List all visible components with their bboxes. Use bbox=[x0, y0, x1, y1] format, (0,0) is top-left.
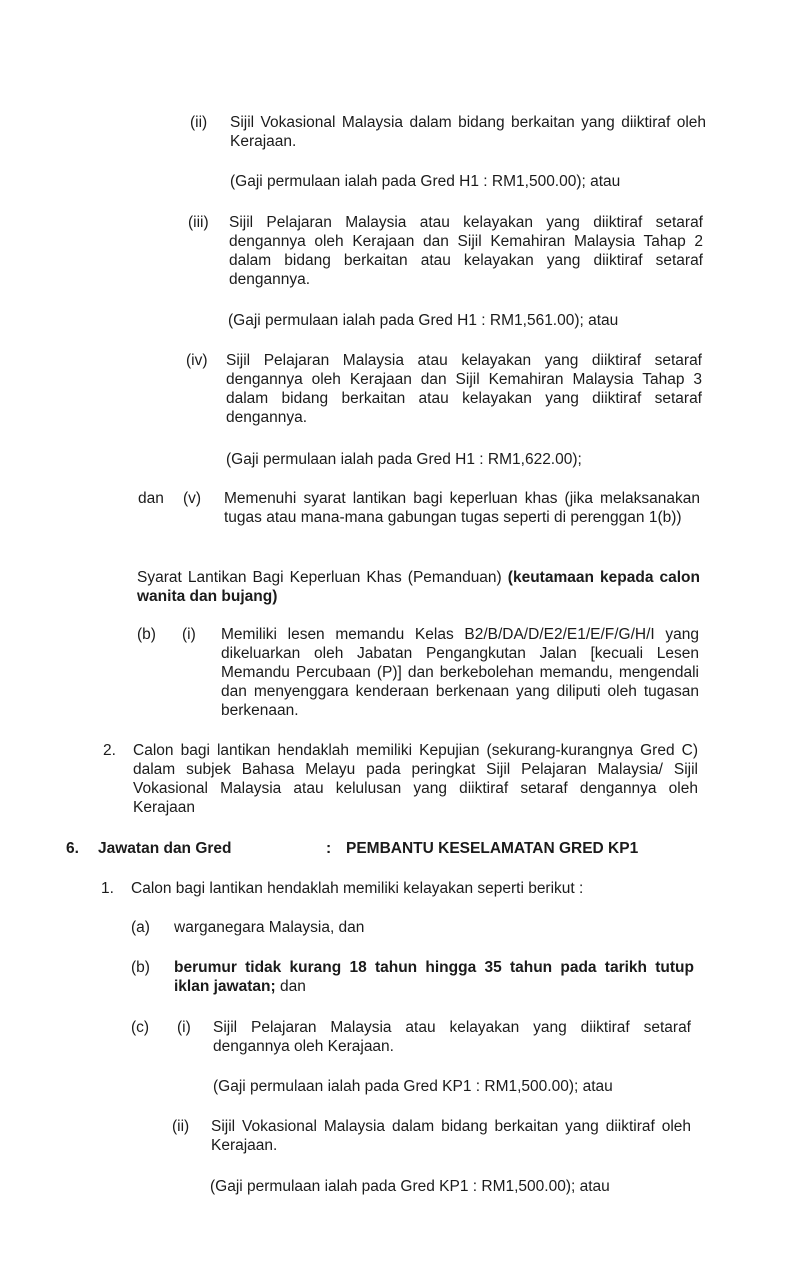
s6-item-b-normal: dan bbox=[275, 978, 306, 995]
item-v-prefix: dan bbox=[138, 490, 164, 507]
item-iii-label: (iii) bbox=[188, 214, 209, 231]
s6-item-b-bold: berumur tidak kurang 18 tahun hingga 35 tahun pada tarikh tutup iklan jawatan; bbox=[174, 959, 694, 995]
item-iv-salary: (Gaji permulaan ialah pada Gred H1 : RM1,622.00); bbox=[226, 451, 582, 468]
s6-item-a-text: warganegara Malaysia, dan bbox=[174, 919, 365, 936]
s6-item-a-label: (a) bbox=[131, 919, 150, 936]
s6-item-1-label: 1. bbox=[101, 880, 114, 897]
item-ii-label: (ii) bbox=[190, 114, 208, 131]
item-b-i-label: (i) bbox=[182, 626, 196, 643]
s6-item-c-i-text: Sijil Pelajaran Malaysia atau kelayakan yang diiktiraf setaraf dengannya oleh Kerajaan. bbox=[213, 1019, 691, 1055]
section-6-colon: : bbox=[326, 840, 332, 857]
s6-item-c-ii-text: Sijil Vokasional Malaysia dalam bidang berkaitan yang diiktiraf oleh Kerajaan. bbox=[211, 1118, 691, 1154]
s6-item-c-ii-salary: (Gaji permulaan ialah pada Gred KP1 : RM1,500.00); atau bbox=[210, 1178, 610, 1195]
s6-item-c-ii-label: (ii) bbox=[172, 1118, 190, 1135]
item-v-label: (v) bbox=[183, 490, 202, 507]
item-iv-text: Sijil Pelajaran Malaysia atau kelayakan yang diiktiraf setaraf dengannya oleh Kerajaan dan Sijil Kemahiran Malaysia Tahap 3 dalam bidang berkaitan atau kelayakan yang diiktiraf setaraf dengannya. bbox=[226, 352, 702, 426]
s6-item-c-i-label: (i) bbox=[177, 1019, 191, 1036]
item-b-label: (b) bbox=[137, 626, 156, 643]
item-iii-salary: (Gaji permulaan ialah pada Gred H1 : RM1,561.00); atau bbox=[228, 312, 619, 329]
section-6-label: Jawatan dan Gred bbox=[98, 840, 232, 857]
s6-item-c-label: (c) bbox=[131, 1019, 150, 1036]
item-ii-text: Sijil Vokasional Malaysia dalam bidang berkaitan yang diiktiraf oleh Kerajaan. bbox=[230, 114, 706, 150]
s6-item-c-i-salary: (Gaji permulaan ialah pada Gred KP1 : RM1,500.00); atau bbox=[213, 1078, 613, 1095]
item-iv-label: (iv) bbox=[186, 352, 208, 369]
section-6-number: 6. bbox=[66, 840, 79, 857]
special-heading-bold: (keutamaan kepada calon wanita dan bujang) bbox=[137, 569, 700, 605]
s6-item-b-text bbox=[174, 958, 694, 996]
section-6-value: PEMBANTU KESELAMATAN GRED KP1 bbox=[346, 840, 639, 857]
item-v-text: Memenuhi syarat lantikan bagi keperluan khas (jika melaksanakan tugas atau mana-mana gabungan tugas seperti di perenggan 1(b)) bbox=[224, 490, 700, 526]
item-2-text: Calon bagi lantikan hendaklah memiliki Kepujian (sekurang-kurangnya Gred C) dalam subjek Bahasa Melayu pada peringkat Sijil Pelajaran Malaysia/ Sijil Vokasional Malaysia atau kelulusan yang diiktiraf setaraf dengannya oleh Kerajaan bbox=[133, 742, 698, 816]
item-2-label: 2. bbox=[103, 742, 116, 759]
item-b-i-text: Memiliki lesen memandu Kelas B2/B/DA/D/E2/E1/E/F/G/H/I yang dikeluarkan oleh Jabatan Pengangkutan Jalan [kecuali Lesen Memandu Percubaan (P)] dan berkebolehan memandu, mengendali dan menyenggara kenderaan berkenaan yang diliputi oleh tugasan berkenaan. bbox=[221, 626, 699, 719]
s6-item-b-label: (b) bbox=[131, 959, 150, 976]
special-requirement-heading bbox=[137, 568, 700, 606]
s6-item-1-text: Calon bagi lantikan hendaklah memiliki kelayakan seperti berikut : bbox=[131, 880, 584, 897]
item-ii-salary: (Gaji permulaan ialah pada Gred H1 : RM1,500.00); atau bbox=[230, 173, 621, 190]
item-iii-text: Sijil Pelajaran Malaysia atau kelayakan yang diiktiraf setaraf dengannya oleh Kerajaan dan Sijil Kemahiran Malaysia Tahap 2 dalam bidang berkaitan atau kelayakan yang diiktiraf setaraf dengannya. bbox=[229, 214, 703, 288]
special-heading-normal: Syarat Lantikan Bagi Keperluan Khas (Pemanduan) bbox=[137, 569, 508, 586]
